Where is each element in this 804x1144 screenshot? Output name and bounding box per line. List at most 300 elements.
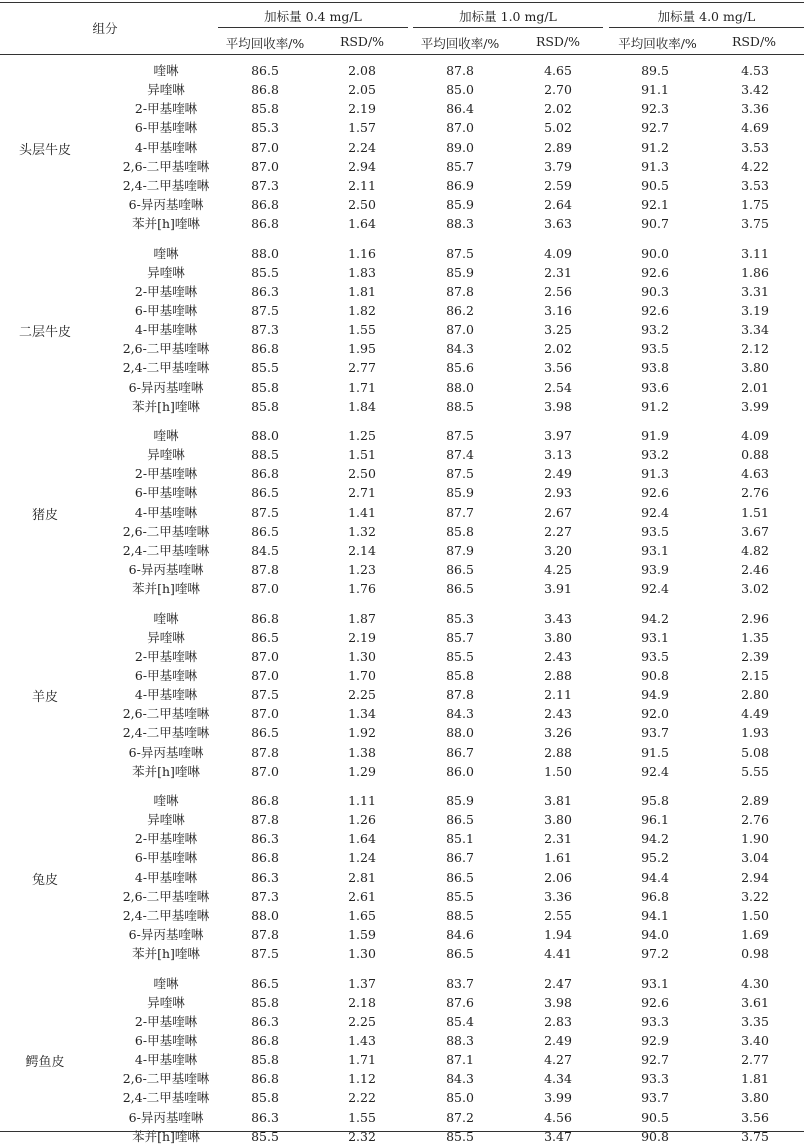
cell-recovery-0.4: 87.3 (251, 177, 279, 193)
cell-recovery-1.0: 86.5 (446, 562, 474, 578)
cell-recovery-1.0: 88.3 (446, 216, 474, 232)
cell-rsd-4.0: 3.99 (741, 398, 769, 414)
cell-component: 2,4-二甲基喹啉 (122, 177, 210, 193)
cell-recovery-4.0: 92.6 (641, 994, 669, 1010)
cell-rsd-4.0: 3.35 (741, 1013, 769, 1029)
cell-recovery-1.0: 85.7 (446, 629, 474, 645)
cell-component: 2,4-二甲基喹啉 (122, 360, 210, 376)
cell-recovery-4.0: 91.3 (641, 158, 669, 174)
cell-rsd-0.4: 1.95 (348, 341, 376, 357)
cell-rsd-0.4: 1.70 (348, 667, 376, 683)
cell-rsd-0.4: 1.59 (348, 927, 376, 943)
cell-recovery-1.0: 85.8 (446, 667, 474, 683)
cell-rsd-0.4: 1.64 (348, 831, 376, 847)
cell-rsd-0.4: 1.12 (348, 1071, 376, 1087)
cell-recovery-4.0: 94.2 (641, 610, 669, 626)
cell-rsd-1.0: 2.64 (544, 197, 572, 213)
cell-recovery-4.0: 91.9 (641, 428, 669, 443)
cell-recovery-0.4: 85.5 (251, 360, 279, 376)
cell-rsd-0.4: 1.23 (348, 562, 376, 578)
cell-rsd-4.0: 3.19 (741, 302, 769, 318)
cell-recovery-1.0: 87.8 (446, 283, 474, 299)
cell-recovery-0.4: 87.0 (251, 667, 279, 683)
cell-rsd-1.0: 1.61 (544, 850, 572, 866)
cell-recovery-1.0: 86.5 (446, 581, 474, 597)
cell-recovery-1.0: 85.0 (446, 82, 474, 98)
cell-component: 2-甲基喹啉 (134, 1013, 198, 1029)
cell-recovery-0.4: 86.8 (251, 216, 279, 232)
cell-component: 苯并[h]喹啉 (132, 763, 200, 779)
cell-recovery-0.4: 88.0 (251, 907, 279, 923)
cell-rsd-1.0: 3.91 (544, 581, 572, 597)
group-label: 羊皮 (31, 690, 58, 706)
cell-recovery-0.4: 87.8 (251, 562, 279, 578)
cell-rsd-1.0: 4.34 (544, 1071, 572, 1087)
cell-recovery-0.4: 86.8 (251, 850, 279, 866)
cell-recovery-4.0: 93.6 (641, 379, 669, 395)
cell-recovery-1.0: 86.5 (446, 812, 474, 828)
cell-component: 6-异丙基喹啉 (128, 562, 204, 578)
cell-rsd-4.0: 2.76 (741, 485, 769, 501)
cell-recovery-4.0: 92.1 (641, 197, 669, 213)
cell-rsd-4.0: 2.96 (741, 610, 769, 626)
cell-component: 4-甲基喹啉 (134, 869, 198, 885)
cell-recovery-0.4: 87.5 (251, 687, 279, 703)
cell-rsd-4.0: 3.36 (741, 101, 769, 117)
cell-recovery-4.0: 93.1 (641, 975, 669, 991)
cell-rsd-0.4: 2.19 (348, 101, 376, 117)
cell-recovery-1.0: 87.4 (446, 447, 474, 463)
cell-component: 苯并[h]喹啉 (132, 946, 200, 962)
cell-recovery-0.4: 85.8 (251, 101, 279, 117)
cell-component: 喹啉 (153, 610, 179, 626)
cell-rsd-1.0: 2.02 (544, 341, 572, 357)
cell-rsd-1.0: 3.25 (544, 322, 572, 338)
cell-recovery-1.0: 84.3 (446, 341, 474, 357)
header-bottom-rule (0, 54, 804, 55)
cell-component: 喹啉 (153, 63, 179, 78)
cell-rsd-4.0: 3.11 (741, 245, 769, 261)
cell-rsd-4.0: 3.53 (741, 139, 769, 155)
cell-recovery-1.0: 85.5 (446, 1128, 474, 1144)
cell-rsd-1.0: 3.47 (544, 1128, 572, 1144)
cell-recovery-4.0: 90.7 (641, 216, 669, 232)
cell-rsd-0.4: 1.84 (348, 398, 376, 414)
cell-recovery-0.4: 86.3 (251, 869, 279, 885)
cell-recovery-1.0: 87.5 (446, 466, 474, 482)
cell-rsd-4.0: 3.80 (741, 1090, 769, 1106)
cell-rsd-0.4: 2.08 (348, 63, 376, 78)
cell-rsd-4.0: 3.61 (741, 994, 769, 1010)
cell-rsd-1.0: 2.54 (544, 379, 572, 395)
cell-rsd-1.0: 3.26 (544, 725, 572, 741)
cell-rsd-0.4: 1.71 (348, 1052, 376, 1068)
group-label: 猪皮 (31, 507, 58, 523)
cell-recovery-0.4: 86.8 (251, 793, 279, 808)
cell-rsd-1.0: 2.31 (544, 264, 572, 280)
header-rsd-2: RSD/% (535, 34, 581, 49)
cell-rsd-0.4: 1.82 (348, 302, 376, 318)
cell-recovery-4.0: 95.8 (641, 793, 669, 808)
cell-recovery-4.0: 91.5 (641, 744, 669, 760)
cell-recovery-1.0: 88.5 (446, 398, 474, 414)
cell-component: 苯并[h]喹啉 (132, 398, 200, 414)
cell-rsd-1.0: 2.56 (544, 283, 572, 299)
cell-rsd-1.0: 2.43 (544, 648, 572, 664)
cell-recovery-4.0: 90.0 (641, 245, 669, 261)
cell-recovery-0.4: 87.3 (251, 888, 279, 904)
cell-recovery-4.0: 93.1 (641, 542, 669, 558)
group-label: 兔皮 (31, 872, 58, 888)
cell-recovery-4.0: 92.7 (641, 1052, 669, 1068)
cell-rsd-0.4: 1.41 (348, 504, 376, 520)
cell-recovery-1.0: 85.9 (446, 485, 474, 501)
cell-recovery-4.0: 92.4 (641, 581, 669, 597)
cell-recovery-4.0: 94.2 (641, 831, 669, 847)
cell-recovery-1.0: 85.9 (446, 197, 474, 213)
cell-recovery-1.0: 87.9 (446, 542, 474, 558)
cell-component: 2,4-二甲基喹啉 (122, 725, 210, 741)
cell-rsd-4.0: 4.22 (741, 158, 769, 174)
cell-rsd-4.0: 3.42 (741, 82, 769, 98)
cell-rsd-4.0: 1.69 (741, 927, 769, 943)
cell-rsd-1.0: 2.93 (544, 485, 572, 501)
cell-recovery-1.0: 89.0 (446, 139, 474, 155)
cell-recovery-4.0: 92.6 (641, 302, 669, 318)
header-recovery-1: 平均回收率/% (225, 36, 305, 51)
cell-rsd-1.0: 3.13 (544, 447, 572, 463)
cell-component: 喹啉 (153, 245, 179, 261)
cell-recovery-0.4: 85.8 (251, 398, 279, 414)
cell-recovery-1.0: 86.2 (446, 302, 474, 318)
cell-rsd-0.4: 2.25 (348, 1013, 376, 1029)
cell-recovery-0.4: 87.0 (251, 158, 279, 174)
cell-rsd-1.0: 3.99 (544, 1090, 572, 1106)
cell-rsd-4.0: 3.67 (741, 523, 769, 539)
cell-rsd-4.0: 2.15 (741, 667, 769, 683)
cell-recovery-0.4: 85.5 (251, 1128, 279, 1144)
cell-component: 6-甲基喹啉 (134, 667, 198, 683)
cell-rsd-1.0: 3.56 (544, 360, 572, 376)
cell-rsd-0.4: 1.32 (348, 523, 376, 539)
cell-rsd-0.4: 2.25 (348, 687, 376, 703)
cell-rsd-4.0: 3.80 (741, 360, 769, 376)
cell-rsd-1.0: 3.80 (544, 812, 572, 828)
cell-rsd-1.0: 2.55 (544, 907, 572, 923)
cell-rsd-4.0: 1.90 (741, 831, 769, 847)
cell-rsd-4.0: 2.12 (741, 341, 769, 357)
cell-rsd-4.0: 4.49 (741, 706, 769, 722)
cell-component: 2,6-二甲基喹啉 (122, 158, 210, 174)
cell-recovery-0.4: 84.5 (251, 542, 279, 558)
cell-component: 异喹啉 (147, 264, 185, 280)
cell-recovery-4.0: 93.7 (641, 1090, 669, 1106)
cell-recovery-1.0: 87.5 (446, 245, 474, 261)
cell-recovery-4.0: 92.4 (641, 763, 669, 779)
cell-recovery-0.4: 88.0 (251, 428, 279, 443)
cell-recovery-1.0: 85.5 (446, 648, 474, 664)
cell-recovery-1.0: 84.6 (446, 927, 474, 943)
header-recovery-3: 平均回收率/% (618, 36, 697, 51)
cell-recovery-0.4: 86.8 (251, 610, 279, 626)
cell-component: 2-甲基喹啉 (134, 101, 198, 117)
cell-recovery-1.0: 85.7 (446, 158, 474, 174)
cell-recovery-1.0: 87.8 (446, 63, 474, 78)
cell-recovery-1.0: 87.5 (446, 428, 474, 443)
cell-recovery-1.0: 84.3 (446, 706, 474, 722)
cell-rsd-0.4: 1.26 (348, 812, 376, 828)
cell-rsd-0.4: 1.81 (348, 283, 376, 299)
cell-recovery-4.0: 92.3 (641, 101, 669, 117)
cell-rsd-0.4: 1.76 (348, 581, 376, 597)
cell-recovery-0.4: 86.3 (251, 283, 279, 299)
cell-rsd-0.4: 1.64 (348, 216, 376, 232)
cell-recovery-0.4: 87.3 (251, 322, 279, 338)
header-spike-4.0: 加标量 4.0 mg/L (657, 9, 756, 24)
cell-component: 4-甲基喹啉 (134, 139, 198, 155)
cell-recovery-4.0: 90.8 (641, 1128, 669, 1144)
cell-recovery-1.0: 85.6 (446, 360, 474, 376)
cell-component: 异喹啉 (147, 629, 185, 645)
cell-rsd-0.4: 1.57 (348, 120, 376, 136)
cell-recovery-0.4: 87.8 (251, 927, 279, 943)
cell-rsd-1.0: 2.83 (544, 1013, 572, 1029)
cell-recovery-1.0: 88.0 (446, 725, 474, 741)
cell-rsd-4.0: 3.75 (741, 216, 769, 232)
cell-rsd-1.0: 2.49 (544, 1032, 572, 1048)
header-spike-rule-2 (413, 27, 603, 28)
header-spike-rule-1 (218, 27, 408, 28)
cell-recovery-0.4: 85.3 (251, 120, 279, 136)
cell-rsd-4.0: 3.40 (741, 1032, 769, 1048)
cell-recovery-0.4: 86.5 (251, 975, 279, 991)
cell-recovery-0.4: 86.5 (251, 629, 279, 645)
cell-rsd-0.4: 2.14 (348, 542, 376, 558)
cell-recovery-0.4: 87.5 (251, 946, 279, 962)
cell-recovery-4.0: 93.5 (641, 648, 669, 664)
cell-rsd-0.4: 1.92 (348, 725, 376, 741)
cell-recovery-4.0: 92.7 (641, 120, 669, 136)
cell-recovery-4.0: 93.3 (641, 1071, 669, 1087)
cell-recovery-0.4: 87.0 (251, 706, 279, 722)
cell-component: 2,6-二甲基喹啉 (122, 341, 210, 357)
cell-recovery-0.4: 85.8 (251, 1090, 279, 1106)
cell-rsd-1.0: 3.81 (544, 793, 572, 808)
cell-recovery-0.4: 85.5 (251, 264, 279, 280)
cell-rsd-4.0: 4.53 (741, 63, 769, 78)
cell-recovery-1.0: 88.0 (446, 379, 474, 395)
cell-rsd-0.4: 1.24 (348, 850, 376, 866)
cell-component: 喹啉 (153, 793, 179, 808)
cell-recovery-0.4: 87.5 (251, 302, 279, 318)
cell-recovery-4.0: 93.5 (641, 341, 669, 357)
cell-rsd-4.0: 3.34 (741, 322, 769, 338)
cell-rsd-1.0: 1.50 (544, 763, 572, 779)
group-label: 鳄鱼皮 (25, 1055, 65, 1071)
table-top-rule (0, 2, 804, 3)
cell-rsd-4.0: 1.51 (741, 504, 769, 520)
cell-component: 异喹啉 (147, 82, 185, 98)
cell-rsd-4.0: 5.08 (741, 744, 769, 760)
cell-rsd-0.4: 1.11 (348, 793, 376, 808)
cell-recovery-4.0: 92.6 (641, 264, 669, 280)
cell-component: 2,6-二甲基喹啉 (122, 523, 210, 539)
cell-rsd-4.0: 3.31 (741, 283, 769, 299)
cell-recovery-4.0: 92.9 (641, 1032, 669, 1048)
cell-rsd-1.0: 3.63 (544, 216, 572, 232)
cell-rsd-4.0: 2.39 (741, 648, 769, 664)
cell-recovery-1.0: 87.7 (446, 504, 474, 520)
cell-rsd-0.4: 2.50 (348, 466, 376, 482)
cell-recovery-1.0: 85.1 (446, 831, 474, 847)
cell-rsd-0.4: 2.71 (348, 485, 376, 501)
cell-recovery-1.0: 86.0 (446, 763, 474, 779)
cell-rsd-0.4: 1.30 (348, 648, 376, 664)
cell-component: 2,6-二甲基喹啉 (122, 1071, 210, 1087)
cell-recovery-4.0: 94.4 (641, 869, 669, 885)
cell-component: 2,6-二甲基喹啉 (122, 888, 210, 904)
cell-recovery-0.4: 86.3 (251, 1109, 279, 1125)
cell-recovery-4.0: 94.1 (641, 907, 669, 923)
cell-rsd-4.0: 0.88 (741, 447, 769, 463)
cell-recovery-4.0: 93.7 (641, 725, 669, 741)
header-spike-0.4: 加标量 0.4 mg/L (264, 9, 362, 24)
table-bottom-rule (0, 1131, 804, 1132)
cell-component: 6-异丙基喹啉 (128, 1109, 204, 1125)
cell-rsd-1.0: 3.98 (544, 398, 572, 414)
cell-rsd-0.4: 2.18 (348, 994, 376, 1010)
cell-recovery-0.4: 86.8 (251, 466, 279, 482)
cell-component: 异喹啉 (147, 812, 185, 828)
cell-recovery-4.0: 93.8 (641, 360, 669, 376)
cell-recovery-4.0: 91.3 (641, 466, 669, 482)
cell-recovery-0.4: 87.5 (251, 504, 279, 520)
cell-rsd-1.0: 2.70 (544, 82, 572, 98)
cell-component: 2-甲基喹啉 (134, 648, 198, 664)
cell-recovery-4.0: 93.2 (641, 447, 669, 463)
cell-rsd-0.4: 2.05 (348, 82, 376, 98)
cell-rsd-0.4: 1.38 (348, 744, 376, 760)
cell-recovery-1.0: 84.3 (446, 1071, 474, 1087)
cell-rsd-1.0: 3.36 (544, 888, 572, 904)
cell-rsd-0.4: 2.24 (348, 139, 376, 155)
header-spike-1.0: 加标量 1.0 mg/L (459, 9, 557, 24)
cell-recovery-0.4: 87.0 (251, 139, 279, 155)
cell-recovery-0.4: 86.5 (251, 523, 279, 539)
cell-recovery-4.0: 96.8 (641, 888, 669, 904)
cell-recovery-0.4: 87.0 (251, 763, 279, 779)
cell-recovery-1.0: 86.5 (446, 946, 474, 962)
cell-recovery-4.0: 90.5 (641, 1109, 669, 1125)
cell-recovery-0.4: 86.8 (251, 82, 279, 98)
cell-rsd-4.0: 3.22 (741, 888, 769, 904)
cell-rsd-4.0: 3.04 (741, 850, 769, 866)
cell-recovery-0.4: 87.0 (251, 648, 279, 664)
cell-component: 6-异丙基喹啉 (128, 927, 204, 943)
cell-component: 4-甲基喹啉 (134, 322, 198, 338)
cell-component: 2-甲基喹啉 (134, 466, 198, 482)
cell-rsd-1.0: 3.80 (544, 629, 572, 645)
cell-rsd-1.0: 1.94 (544, 927, 572, 943)
cell-recovery-4.0: 93.1 (641, 629, 669, 645)
cell-component: 2-甲基喹啉 (134, 283, 198, 299)
cell-component: 6-甲基喹啉 (134, 1032, 198, 1048)
cell-rsd-0.4: 1.55 (348, 322, 376, 338)
cell-rsd-4.0: 4.82 (741, 542, 769, 558)
cell-rsd-0.4: 1.51 (348, 447, 376, 463)
cell-recovery-1.0: 86.7 (446, 850, 474, 866)
cell-rsd-1.0: 2.43 (544, 706, 572, 722)
cell-recovery-0.4: 88.5 (251, 447, 279, 463)
cell-recovery-4.0: 92.4 (641, 504, 669, 520)
cell-rsd-4.0: 1.75 (741, 197, 769, 213)
header-rsd-3: RSD/% (731, 34, 777, 49)
cell-recovery-0.4: 85.8 (251, 994, 279, 1010)
cell-recovery-1.0: 87.0 (446, 120, 474, 136)
cell-recovery-1.0: 88.3 (446, 1032, 474, 1048)
cell-rsd-4.0: 2.80 (741, 687, 769, 703)
cell-recovery-0.4: 86.8 (251, 1071, 279, 1087)
cell-rsd-1.0: 3.79 (544, 158, 572, 174)
cell-rsd-4.0: 1.86 (741, 264, 769, 280)
cell-recovery-1.0: 85.0 (446, 1090, 474, 1106)
cell-rsd-4.0: 3.02 (741, 581, 769, 597)
cell-rsd-1.0: 2.31 (544, 831, 572, 847)
cell-recovery-4.0: 89.5 (641, 63, 669, 78)
cell-recovery-1.0: 86.5 (446, 869, 474, 885)
cell-rsd-1.0: 5.02 (544, 120, 572, 136)
cell-component: 6-甲基喹啉 (134, 120, 198, 136)
cell-rsd-1.0: 4.09 (544, 245, 572, 261)
cell-component: 6-异丙基喹啉 (128, 379, 204, 395)
cell-rsd-4.0: 3.53 (741, 177, 769, 193)
cell-rsd-1.0: 2.88 (544, 744, 572, 760)
cell-recovery-1.0: 85.3 (446, 610, 474, 626)
cell-recovery-1.0: 86.7 (446, 744, 474, 760)
cell-recovery-1.0: 83.7 (446, 975, 474, 991)
cell-rsd-0.4: 2.22 (348, 1090, 376, 1106)
cell-component: 2,4-二甲基喹啉 (122, 1090, 210, 1106)
cell-component: 6-甲基喹啉 (134, 485, 198, 501)
header-component: 组分 (92, 21, 118, 36)
cell-recovery-0.4: 87.8 (251, 744, 279, 760)
cell-rsd-4.0: 4.30 (741, 975, 769, 991)
cell-component: 2,4-二甲基喹啉 (122, 907, 210, 923)
cell-rsd-0.4: 2.61 (348, 888, 376, 904)
cell-recovery-4.0: 95.2 (641, 850, 669, 866)
cell-recovery-0.4: 86.3 (251, 831, 279, 847)
cell-recovery-0.4: 85.8 (251, 379, 279, 395)
cell-recovery-0.4: 86.8 (251, 341, 279, 357)
cell-recovery-1.0: 85.9 (446, 264, 474, 280)
cell-rsd-1.0: 2.89 (544, 139, 572, 155)
cell-rsd-0.4: 1.25 (348, 428, 376, 443)
cell-recovery-0.4: 88.0 (251, 245, 279, 261)
cell-recovery-1.0: 86.9 (446, 177, 474, 193)
cell-component: 6-甲基喹啉 (134, 302, 198, 318)
cell-rsd-0.4: 2.19 (348, 629, 376, 645)
cell-recovery-4.0: 93.3 (641, 1013, 669, 1029)
cell-rsd-4.0: 2.89 (741, 793, 769, 808)
cell-rsd-0.4: 2.81 (348, 869, 376, 885)
cell-recovery-1.0: 87.0 (446, 322, 474, 338)
cell-recovery-0.4: 86.3 (251, 1013, 279, 1029)
cell-rsd-1.0: 4.41 (544, 946, 572, 962)
cell-recovery-4.0: 93.2 (641, 322, 669, 338)
cell-rsd-4.0: 2.77 (741, 1052, 769, 1068)
cell-rsd-4.0: 0.98 (741, 946, 769, 962)
cell-rsd-1.0: 3.16 (544, 302, 572, 318)
